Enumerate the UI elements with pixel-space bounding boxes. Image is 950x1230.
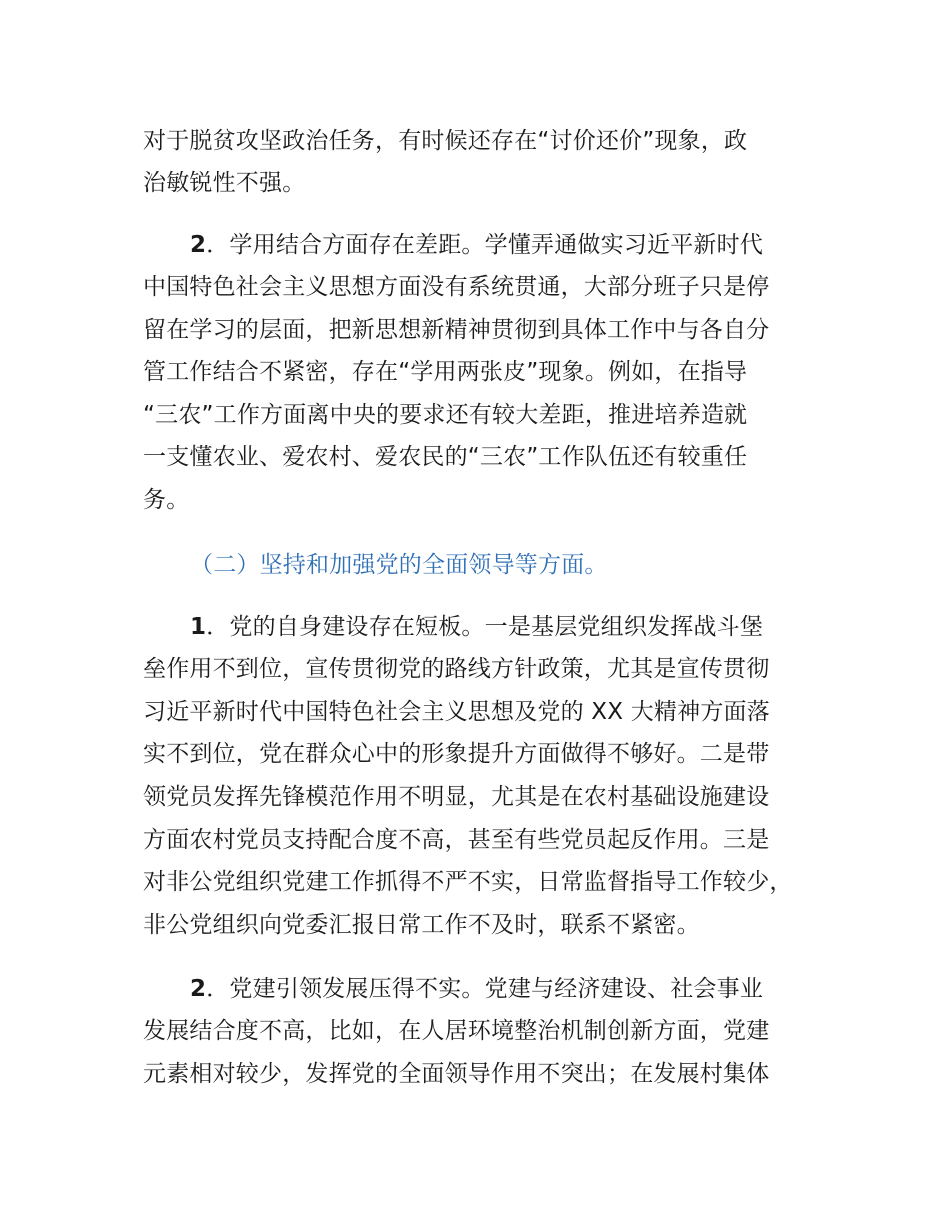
item-2b-first-line: [190, 974, 763, 1004]
paragraph-line: “三农”工作方面离中央的要求还有较大差距，推进培养造就: [143, 402, 748, 428]
paragraph-line: 领党员发挥先锋模范作用不明显，尤其是在农村基础设施建设: [143, 784, 770, 810]
item-1-first-line: [190, 612, 763, 642]
paragraph-line: 元素相对较少，发挥党的全面领导作用不突出；在发展村集体: [143, 1061, 770, 1087]
paragraph-line: 务。: [143, 487, 190, 513]
item-number: 1: [190, 614, 207, 640]
item-number: 2: [190, 976, 207, 1002]
paragraph-line: ．学用结合方面存在差距。学懂弄通做实习近平新时代: [206, 232, 764, 258]
paragraph-line: 管工作结合不紧密，存在“学用两张皮”现象。例如，在指导: [143, 359, 748, 385]
paragraph-line: 对于脱贫攻坚政治任务，有时候还存在“讨价还价”现象，政: [143, 128, 748, 154]
paragraph-line: 实不到位，党在群众心中的形象提升方面做得不够好。二是带: [143, 741, 770, 767]
paragraph-line: 对非公党组织党建工作抓得不严不实，日常监督指导工作较少，: [143, 869, 793, 895]
paragraph-line: 治敏锐性不强。: [143, 170, 306, 196]
paragraph-line: 发展结合度不高，比如，在人居环境整治机制创新方面，党建: [143, 1018, 770, 1044]
paragraph-line: 垒作用不到位，宣传贯彻党的路线方针政策，尤其是宣传贯彻: [143, 656, 770, 682]
paragraph-line: 非公党组织向党委汇报日常工作不及时，联系不紧密。: [143, 912, 700, 938]
paragraph-line: 习近平新时代中国特色社会主义思想及党的 XX 大精神方面落: [143, 699, 770, 725]
item-2-first-line: [190, 230, 763, 260]
paragraph-line: ．党建引领发展压得不实。党建与经济建设、社会事业: [206, 976, 764, 1002]
item-number: 2: [190, 232, 207, 258]
paragraph-line: 留在学习的层面，把新思想新精神贯彻到具体工作中与各自分: [143, 317, 770, 343]
section-heading: （二）坚持和加强党的全面领导等方面。: [190, 552, 608, 578]
paragraph-line: 一支懂农业、爱农村、爱农民的“三农”工作队伍还有较重任: [143, 444, 748, 470]
paragraph-line: 中国特色社会主义思想方面没有系统贯通，大部分班子只是停: [143, 274, 770, 300]
paragraph-line: 方面农村党员支持配合度不高，甚至有些党员起反作用。三是: [143, 827, 770, 853]
paragraph-line: ．党的自身建设存在短板。一是基层党组织发挥战斗堡: [206, 614, 764, 640]
